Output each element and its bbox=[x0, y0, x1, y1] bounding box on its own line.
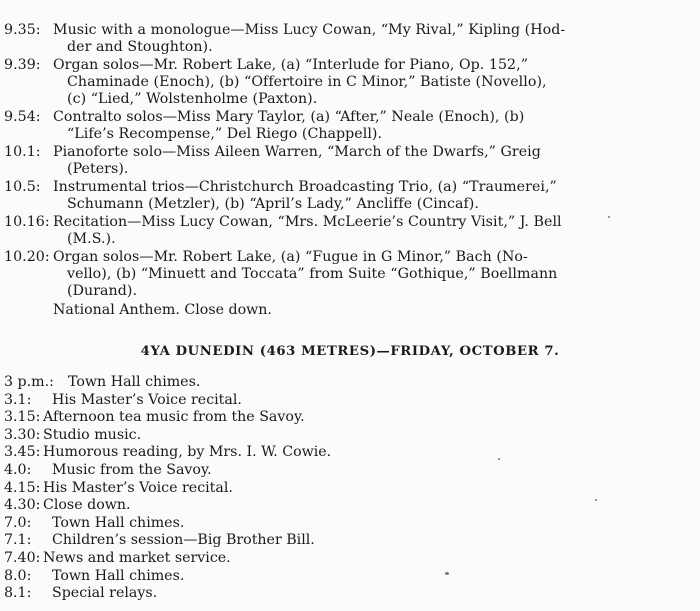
print-speck bbox=[445, 572, 449, 575]
schedule-row bbox=[4, 585, 694, 603]
schedule-time: 3.15: bbox=[4, 409, 41, 426]
entry-line: (M.S.). bbox=[67, 231, 116, 247]
entry-line: vello), (b) “Minuett and Toccata” from Suite “Gothique,” Boellmann bbox=[67, 266, 558, 282]
schedule-time: 3 p.m.: bbox=[4, 374, 54, 390]
entry-line: Contralto solos—Miss Mary Taylor, (a) “After,” Neale (Enoch), (b) bbox=[53, 109, 525, 125]
schedule-row bbox=[4, 409, 694, 427]
schedule-item: Town Hall chimes. bbox=[52, 514, 185, 531]
schedule-item: News and market service. bbox=[43, 549, 231, 566]
print-speck bbox=[608, 216, 610, 218]
entry-line: (Peters). bbox=[67, 161, 129, 177]
programme-entry bbox=[4, 57, 694, 108]
schedule-time: 4.15: bbox=[4, 479, 41, 496]
schedule-row bbox=[4, 374, 694, 392]
programme-entry bbox=[4, 249, 694, 300]
entry-line: der and Stoughton). bbox=[67, 39, 213, 55]
schedule-row bbox=[4, 462, 694, 480]
entry-line: Recitation—Miss Lucy Cowan, “Mrs. McLeerie’s Country Visit,” J. Bell bbox=[53, 214, 562, 230]
programme-list bbox=[4, 22, 694, 319]
schedule-row bbox=[4, 427, 694, 445]
schedule-time: 8.1: bbox=[4, 585, 32, 602]
schedule-item: Town Hall chimes. bbox=[68, 374, 201, 390]
schedule-item: Afternoon tea music from the Savoy. bbox=[43, 409, 305, 426]
entry-line: Pianoforte solo—Miss Aileen Warren, “March of the Dwarfs,” Greig bbox=[53, 144, 541, 160]
schedule-row bbox=[4, 550, 694, 568]
entry-line: (Durand). bbox=[67, 283, 138, 299]
programme-entry bbox=[4, 144, 694, 178]
station-heading: 4YA DUNEDIN (463 METRES)—FRIDAY, OCTOBER 7. bbox=[140, 344, 560, 359]
schedule-row bbox=[4, 497, 694, 515]
schedule-item: Humorous reading, by Mrs. I. W. Cowie. bbox=[43, 444, 332, 461]
schedule-time: 3.1: bbox=[4, 391, 32, 408]
schedule-item: Music from the Savoy. bbox=[52, 461, 212, 478]
schedule-item: His Master’s Voice recital. bbox=[52, 391, 242, 408]
schedule-row bbox=[4, 515, 694, 533]
schedule-list bbox=[4, 374, 694, 603]
schedule-time: 3.30: bbox=[4, 426, 41, 443]
programme-entry bbox=[4, 22, 694, 56]
programme-entry bbox=[4, 214, 694, 248]
entry-line: “Life’s Recompense,” Del Riego (Chappell). bbox=[67, 126, 383, 142]
schedule-time: 7.40: bbox=[4, 549, 41, 566]
schedule-row bbox=[4, 392, 694, 410]
schedule-item: Town Hall chimes. bbox=[52, 567, 185, 584]
schedule-item: Children’s session—Big Brother Bill. bbox=[52, 532, 315, 549]
entry-time: 9.54: bbox=[4, 109, 41, 125]
schedule-item: Close down. bbox=[43, 497, 131, 514]
entry-line: Chaminade (Enoch), (b) “Offertoire in C Minor,” Batiste (Novello), bbox=[67, 74, 547, 90]
schedule-time: 7.0: bbox=[4, 514, 32, 531]
schedule-time: 7.1: bbox=[4, 532, 32, 549]
print-speck bbox=[595, 499, 597, 501]
entry-time: 10.20: bbox=[4, 249, 50, 265]
entry-line: Schumann (Metzler), (b) “April’s Lady,” Ancliffe (Cincaf). bbox=[67, 196, 479, 212]
schedule-item: Studio music. bbox=[43, 426, 142, 443]
entry-line: Instrumental trios—Christchurch Broadcasting Trio, (a) “Traumerei,” bbox=[53, 179, 557, 195]
schedule-row bbox=[4, 568, 694, 586]
schedule-time: 3.45: bbox=[4, 444, 41, 461]
entry-time: 10.5: bbox=[4, 179, 41, 195]
entry-time: 10.16: bbox=[4, 214, 50, 230]
programme-entry bbox=[4, 179, 694, 213]
entry-line: Organ solos—Mr. Robert Lake, (a) “Fugue in G Minor,” Bach (No- bbox=[53, 249, 528, 265]
schedule-item: Special relays. bbox=[52, 585, 158, 602]
print-speck bbox=[498, 458, 500, 460]
entry-time: 9.35: bbox=[4, 22, 41, 38]
schedule-time: 4.30: bbox=[4, 497, 41, 514]
entry-line: Music with a monologue—Miss Lucy Cowan, “My Rival,” Kipling (Hod- bbox=[53, 22, 566, 38]
closing-line: National Anthem. Close down. bbox=[53, 302, 272, 318]
entry-time: 9.39: bbox=[4, 57, 41, 73]
schedule-row bbox=[4, 444, 694, 462]
schedule-time: 8.0: bbox=[4, 567, 32, 584]
entry-line: Organ solos—Mr. Robert Lake, (a) “Interlude for Piano, Op. 152,” bbox=[53, 57, 529, 73]
schedule-item: His Master’s Voice recital. bbox=[43, 479, 233, 496]
programme-entry bbox=[4, 109, 694, 143]
entry-line: (c) “Lied,” Wolstenholme (Paxton). bbox=[67, 91, 318, 107]
schedule-row bbox=[4, 480, 694, 498]
entry-time: 10.1: bbox=[4, 144, 41, 160]
schedule-time: 4.0: bbox=[4, 461, 32, 478]
schedule-row bbox=[4, 532, 694, 550]
